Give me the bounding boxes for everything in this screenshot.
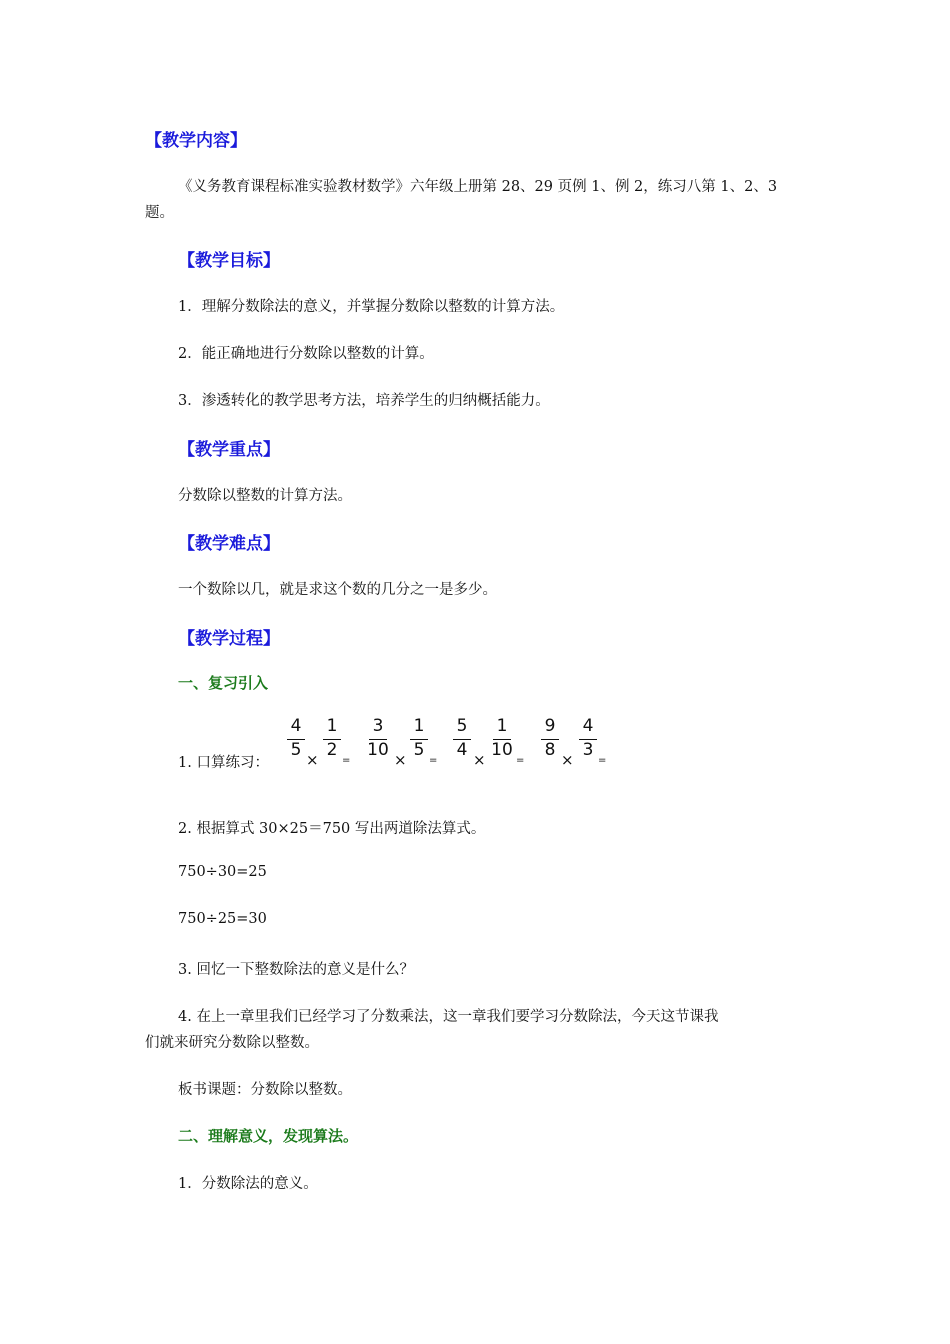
times-sign: × [473, 751, 486, 769]
heading-difficulty: 【教学难点】 [178, 534, 280, 554]
times-sign: × [394, 751, 407, 769]
times-sign: × [306, 751, 319, 769]
numerator: 5 [456, 716, 468, 736]
content-line-1: 《义务教育课程标准实验教材数学》六年级上册第 28、29 页例 1、例 2，练习八第 1、2、3 [178, 179, 778, 195]
calculation-1: 750÷30=25 [178, 864, 267, 880]
fraction [450, 718, 474, 760]
item-4-line-1: 4. 在上一章里我们已经学习了分数乘法，这一章我们要学习分数除法，今天这节课我 [178, 1009, 719, 1025]
oral-practice-label: 1. 口算练习： [178, 755, 269, 771]
denominator: 10 [367, 740, 389, 760]
fraction [407, 718, 431, 760]
times-sign: × [561, 751, 574, 769]
denominator: 10 [491, 740, 513, 760]
equals-sign: = [342, 755, 351, 766]
numerator: 3 [372, 716, 384, 736]
fraction [284, 718, 308, 760]
goal-3: 3．渗透转化的教学思考方法，培养学生的归纳概括能力。 [178, 393, 550, 409]
fraction [366, 718, 390, 760]
goal-2: 2．能正确地进行分数除以整数的计算。 [178, 346, 434, 362]
equals-sign: = [516, 755, 525, 766]
denominator: 2 [326, 740, 338, 760]
heading-teaching-goals: 【教学目标】 [178, 251, 280, 271]
goal-1: 1．理解分数除法的意义，并掌握分数除以整数的计算方法。 [178, 299, 565, 315]
board-title: 板书课题：分数除以整数。 [178, 1082, 352, 1098]
content-line-2: 题。 [145, 205, 174, 221]
heading-teaching-content: 【教学内容】 [145, 131, 247, 151]
numerator: 4 [582, 716, 594, 736]
denominator: 5 [413, 740, 425, 760]
part1-heading: 一、复习引入 [178, 674, 269, 692]
difficulty-text: 一个数除以几，就是求这个数的几分之一是多少。 [178, 582, 497, 598]
numerator: 9 [544, 716, 556, 736]
denominator: 4 [456, 740, 468, 760]
heading-key-points: 【教学重点】 [178, 440, 280, 460]
fraction [538, 718, 562, 760]
equals-sign: = [429, 755, 438, 766]
fraction [576, 718, 600, 760]
numerator: 1 [326, 716, 338, 736]
part2-heading: 二、理解意义，发现算法。 [178, 1127, 359, 1145]
calculation-2: 750÷25=30 [178, 911, 267, 927]
item-4-line-2: 们就来研究分数除以整数。 [145, 1035, 319, 1051]
numerator: 1 [413, 716, 425, 736]
numerator: 4 [290, 716, 302, 736]
fraction [490, 718, 514, 760]
item-2: 2. 根据算式 30×25＝750 写出两道除法算式。 [178, 821, 486, 837]
equals-sign: = [598, 755, 607, 766]
heading-teaching-process: 【教学过程】 [178, 629, 280, 649]
key-points-text: 分数除以整数的计算方法。 [178, 488, 352, 504]
item-3: 3. 回忆一下整数除法的意义是什么？ [178, 962, 414, 978]
denominator: 3 [582, 740, 594, 760]
numerator: 1 [496, 716, 508, 736]
denominator: 8 [544, 740, 556, 760]
part2-item-1: 1．分数除法的意义。 [178, 1176, 318, 1192]
denominator: 5 [290, 740, 302, 760]
fraction [320, 718, 344, 760]
